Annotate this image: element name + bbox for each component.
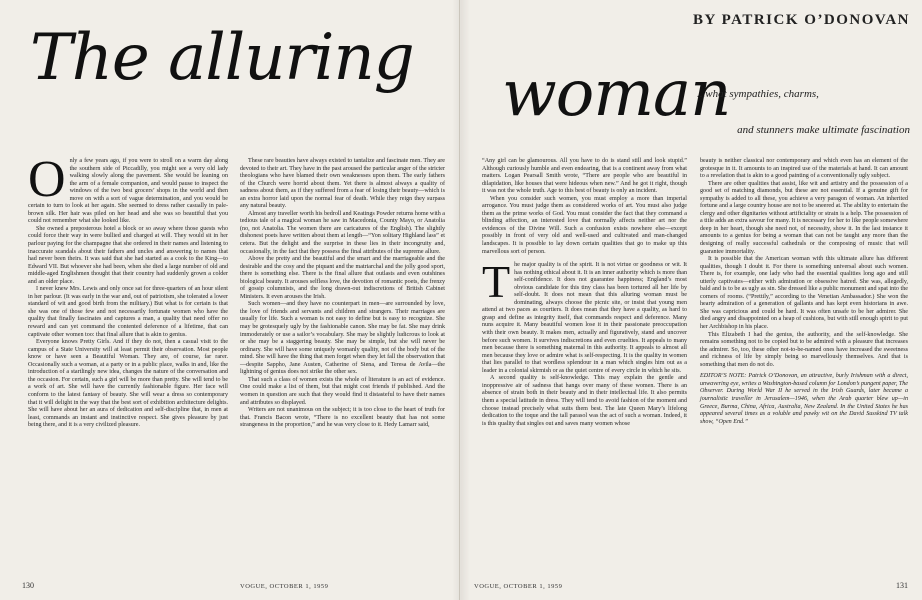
drop-cap: T	[482, 256, 511, 308]
folio-left: VOGUE, OCTOBER 1, 1959	[240, 583, 329, 590]
column-right-1	[482, 158, 687, 578]
section-opening-text: he major quality is of the spirit. It is not virtue or goodness or wit. It has nothing ethical about it. It is an inner authority which is more than self-confidence. It does not guarantee happiness; England’s most obvious candidate for this tiny class has been tortured all her life by self-doubt. It does not mean that this alluring woman must be dominating, always choose the picnic site, or insist that young men attend at two paces as courtiers. It does mean that they have a quality, as hard to grasp and define as integrity itself, that commands respect and deference. Many nuns acquire it. Many beautiful women lose it in their passionate preoccupation with their own beauty. It makes men, actually and figuratively, stand and uncover before such women. It survives indiscretions and even cruelties. It appeals to many men because there is something maternal in this authority. It appeals to almost all men because they love or admire what is self-respecting. It is the quality in women that lies parallel to that wordless splendour in a man which singles him out as a leader in a colonial skirmish or as the quiet centre of every circle in which he sits.	[482, 262, 687, 374]
paragraph: That such a class of women exists the whole of literature is an act of evidence. One could make a list of them, but that might cost friends if published. And the women in question are such that they would find it distasteful to have their names and attributes so displayed.	[240, 376, 445, 406]
subhead-line-2: and stunners make ultimate fascination	[737, 124, 910, 136]
byline: BY PATRICK O’DONOVAN	[693, 12, 910, 28]
column-left-2	[240, 158, 445, 578]
right-page	[462, 0, 922, 600]
page-number-right: 131	[896, 581, 908, 590]
column-right-2	[700, 158, 908, 578]
paragraph: beauty is neither classical nor contemporary and which even has an element of the grotesque in it. It amounts to an inspired use of the materials at hand. It can amount to a revelation that is akin to a good painting of a conventionally ugly subject.	[700, 158, 908, 180]
paragraph: Such women—and they have no counterpart in men—are surrounded by love, the love of friends and servants and children and strangers. Their marriages are usually for life. Such a woman is not easy to define but is easy to recognize. She may be grotesquely ugly by the fashionable canon. She may be fat. She may drink immoderately or use a sailor’s vocabulary. She may be slightly ludicrous to look at or she may be a staggering beauty. She may be simple, but she will never be ordinary. She will have some uniquely womanly quality, not of the body but of the mind. She will have the thing that men forget when they let fall the observation that—despite Sappho, Jane Austen, Catherine of Siena, and Teresa de Avila—the lightning of genius does not strike the other sex.	[240, 301, 445, 376]
opening-paragraph	[28, 151, 228, 226]
folio-right: VOGUE, OCTOBER 1, 1959	[474, 583, 563, 590]
paragraph: There are other qualities that assist, like wit and artistry and the possession of a good set of matching diamonds, but these are not essential. If a genuine gift for sympathy is added to all these, you achieve a very paragon of woman. An inherited fortune and a large country house are not to be sneered at. The ability to entertain the clergy and other dignitaries without artificiality or strain is a help. The possession of a title adds an extra savour for many. It is necessary for her to like people somewhere deep in her heart, though she need not, of necessity, show it. In the last instance it amounts to a genius for being a woman that can not be taught any more than the designing of really successful cathedrals or the composing of music that will guarantee immortality.	[700, 180, 908, 255]
paragraph: Writers are not unanimous on the subject; it is too close to the heart of truth for that. Francis Bacon wrote, “There is no excellent beauty that has not some strangeness in the proportion,” and he was very close to it. Hedy Lamarr said,	[240, 407, 445, 429]
column-left-1	[28, 151, 228, 578]
paragraph: Everyone knows Pretty Girls. And if they do not, then a casual visit to the campus of a State University will at least permit their observation. Most people know or have seen a Beautiful Woman. They are, of course, far rarer. Occasionally such a woman, at a party or in a public place, walks in and, like the introduction of a startlingly new idea, changes the nature of the conversation and the occasion. For certain, such a girl will be more than pretty. She will tend to be a work of art. She will have the currently fashionable figure. Her face will conform to the latest fantasy of beauty. She will wear a dress so contemporary that it will delight in the way that the best sort of exhibition architecture delights. She will have about her an aura of dedication and self-discipline that, in men at least, commands an instant and instinctive respect. She gives pleasure by just being there, and it is a very civilized pleasure.	[28, 339, 228, 429]
page-number-left: 130	[22, 581, 34, 590]
paragraph: A second quality is self-knowledge. This may explain the gentle and inoppressive air of sadness that hangs over many of these women. There is an absence of strain both in their beauty and in their intellectual life. It also permits them a special latitude in dress. They will tend to avoid fashion of the moment and choose instead precisely what suits them best. The late Queen Mary’s lifelong dedication to the toque and the tall parasol was the act of such a woman. Indeed, it is this quality that singles out and saves many women whose	[482, 375, 687, 427]
paragraph: When you consider such women, you must employ a more than imperial arrogance. You must judge them as considered works of art. You must also judge them as the prime works of God. You must consider the fact that they command a blinding affection, an interested love that normally affects neither art nor the evidences of the Divine Will. Such a confusion exists nowhere else—except possibly in front of very old and well-used and cultivated and man-changed landscapes. It is possible to lay down certain qualities that go to make up this marvellous sort of person.	[482, 195, 687, 255]
left-page	[0, 0, 460, 600]
headline-left: The alluring	[30, 21, 414, 95]
opening-text: nly a few years ago, if you were to stroll on a warm day along the southern side of Piccadilly, you might see a very old lady walking slowly along the pavement. She would be leaning on the arm of a female companion, and would pause to inspect the windows of the two best grocers’ shops in the world and then move on with a sort of vague determination, and you would be certain to turn to look at her again. She seemed to dress rather casually in pale-brown silk. Her hair was piled on her head and she was so beautiful that you could not remember what she looked like.	[28, 158, 228, 225]
paragraph: I never knew Mrs. Lewis and only once sat for three-quarters of an hour silent in her parlour. (It was early in the war and, out of patriotism, she tolerated a lower standard of wit and good birth from the military.) But what is for certain is that she was one of those few and not necessarily fortunate women who have the quality that finally fascinates and captures a man, a quality that need offer no reward and can yet command the contented deference of a lifetime, that can captivate other women too: that final allure that is akin to genius.	[28, 286, 228, 338]
paragraph: She owned a preposterous hotel a block or so away where those guests who could force their way in were bullied and charged at will. They would sit in her parlour paying for the champagne that she ordered in their names and listening to inaccurate scandals about their fathers and uncles and answering to names that had never been theirs. It was said that she had started as a cook to the King—to Edward VII. But whoever she had been, when she died a large number of old and middle-aged Englishmen thought that their country had suddenly grown a colder and an older place.	[28, 225, 228, 285]
paragraph: Almost any traveller worth his bedroll and Keatings Powder returns home with a tedious tale of a magical woman he saw in Macedonia, County Mayo, or Anatolia (no, not Anatolia. The women there are caricatures of the English). The slightly dishonest poets have written about them at length—“Yon solitary Highland lass” et cetera. But the delight and the surprise in these lies in their incongruity and, occasionally, in the fact that they possess the final attributes of the supreme allure.	[240, 210, 445, 255]
paragraph: Above the pretty and the beautiful and the smart and the marriageable and the desirable and the cosy and the piquant and the matriarchal and the jolly good sport, there is something else. There is the final allure that outlasts and even outshines biological beauty. It arouses selfless love, the devotion of romantic poets, the frenzy of gossip columnists, and the long drawn-out indiscretions of British Cabinet Ministers. It even arouses the Irish.	[240, 256, 445, 300]
headline-right: woman	[502, 57, 731, 131]
paragraph: These rare beauties have always existed to tantalize and fascinate men. They are devoted to their art. They have in the past aroused the particular anger of the stricter theologians who have blamed their own weaknesses upon them. The early fathers of the Church were horrid about them. Yet there is almost always a quality of sadness about them, as if they suffered from a fear of losing their beauty—which is an extra horror laid upon the normal fear of death. While they reign they surpass any natural beauty.	[240, 158, 445, 210]
paragraph: “Any girl can be glamourous. All you have to do is stand still and look stupid.” Although curiously humble and even endearing, that is a continent away from what matters. Logan Pearsall Smith wrote, “There are people who are beautiful in dilapidation, like houses that were hideous when new.” And he got it right, though it was not the whole truth. Age to this best of beauty is only an incident.	[482, 158, 687, 195]
subhead-line-1: ...what sympathies, charms,	[697, 88, 819, 100]
editors-note: EDITOR’S NOTE: Patrick O’Donovan, an attractive, burly Irishman with a direct, unwavering eye, writes a Washington-based column for London’s pungent paper, The Observer. During World War II he served in the Irish Guards, later became a journalistic traveller in Jerusalem—1946, when the Arab quarter blew up—in Greece, Burma, China, Africa, Australia, New Zealand. In the United States he has appeared several times as a voluble and pawky wit on the David Susskind TV talk show, “Open End.”	[700, 373, 908, 425]
paragraph: It is possible that the American woman with this ultimate allure has different qualities, though I doubt it. For there is something universal about such women. There is, for example, one lady who had the essential qualities long ago and still utterly captivates—either with admiration or obsessive hatred. She was, allegedly, bald and is to be as ugly as sin. She dressed like a public monument and spat into the corners of rooms. (“Prettily,” according to the Venetian Ambassador.) She won the hearty admiration of a generation of gallants and has kept even historians in awe. She was capricious and could be hard. It was often unsafe to be her admirer. She died angry and disappointed on a heap of cushions, but with still enough spirit to put her Archbishop in his place.	[700, 256, 908, 331]
paragraph: This Elizabeth I had the genius, the authority, and the self-knowledge. She remains something not to be copied but to be admired with a pleasure that increases the admirer. So, too, these other not-to-be-named ones have increased the sweetness and richness of life by simply being so marvellously themselves. And that is something that men do not do.	[700, 331, 908, 368]
section-opening-paragraph	[482, 256, 687, 375]
drop-cap: O	[28, 151, 66, 208]
